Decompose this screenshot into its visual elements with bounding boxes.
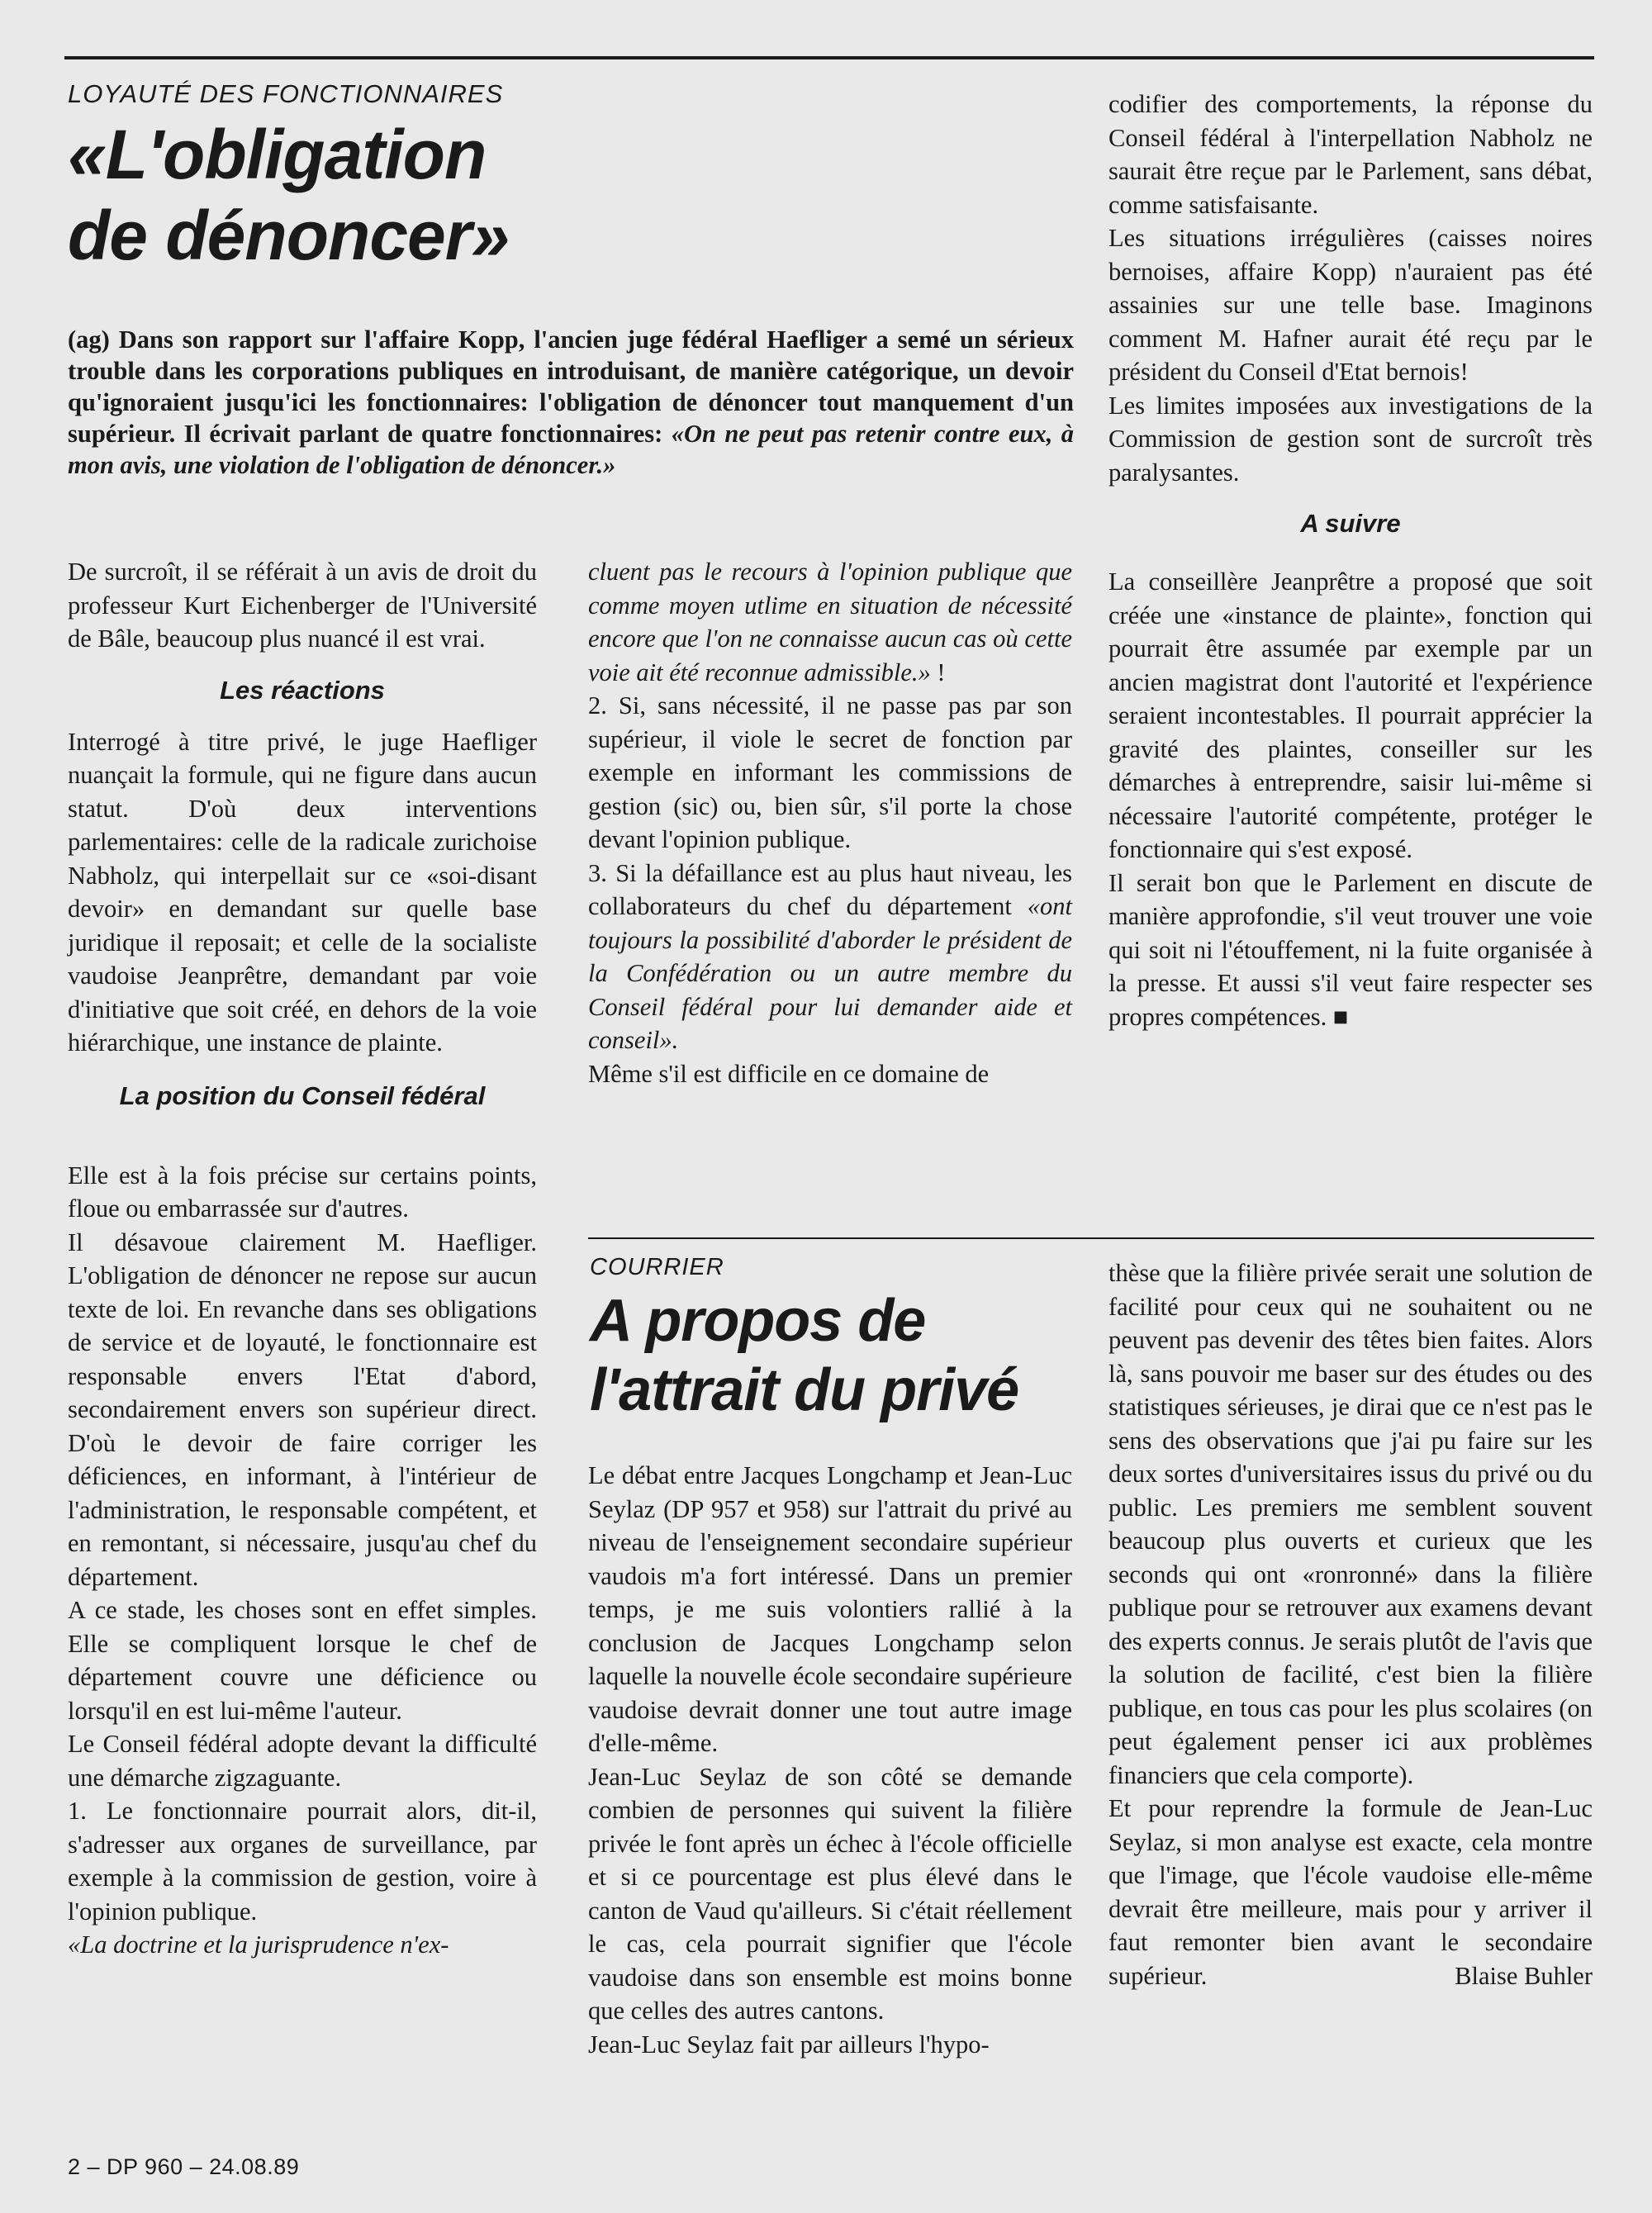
a2c2-p1: Le débat entre Jacques Longchamp et Jean-Luc Seylaz (DP 957 et 958) sur l'attrait du privé au niveau de l'enseignement secondaire supérieur vaudois m'a fort intéressé. Dans un premier temps, je me suis volontiers rallié à la conclusion de Jacques Longchamp selon laquelle la nouvelle école secondaire supérieure vaudoise devrait donner une tout autre image d'elle-même. [588,1461,1072,1757]
a1c2-p1 [588,555,1072,689]
subhead-a-suivre: A suivre [1300,509,1401,538]
a1c3-p2: Les situations irrégulières (caisses noires bernoises, affaire Kopp) n'auraient pas été assainies sur une telle base. Imaginons comment M. Hafner aurait été reçu par le président du Conseil d'Etat bernois! [1108,224,1593,386]
lead-prefix: (ag) Dans son rapport sur l'affaire Kopp, l'ancien juge fédéral Haefliger a semé un sérieux trouble dans les corporations publiques en introduisant, de manière catégorique, un devoir qu'ignoraient jusqu'ici les fonctionnaires: l'obligation de dénoncer tout manquement d'un supérieur. Il écrivait parlant de quatre fonctionnaires: [68,325,1074,448]
a1c2-p3-quote: «ont toujours la possibilité d'aborder le président de la Confédération ou un autre membre du Conseil fédéral pour lui demander aide et conseil». [588,892,1072,1054]
article1-column1 [68,555,537,1962]
article1-column3 [1108,88,1593,1033]
article1-header [68,79,1092,276]
a1c1-p4: Il désavoue clairement M. Haefliger. L'obligation de dénoncer ne repose sur aucun texte de loi. En revanche dans ses obligations de service et de loyauté, le fonctionnaire est responsable envers l'Etat d'abord, secondairement envers son supérieur direct. D'où le devoir de faire corriger les déficiences, en informant, à l'intérieur de l'administration, le responsable compétent, et en remontant, si nécessaire, jusqu'au chef du département. [68,1228,537,1591]
a1c1-p1: De surcroît, il se référait à un avis de droit du professeur Kurt Eichenberger de l'Université de Bâle, beaucoup plus nuancé il est vrai. [68,558,537,653]
article2-kicker: COURRIER [590,1254,724,1280]
a1c3-p3: Les limites imposées aux investigations de la Commission de gestion sont de surcroît très paralysantes. [1108,391,1593,487]
article-divider-rule [588,1237,1594,1239]
signature: Blaise Buhler [1455,1961,1593,1990]
a1c2-p2: 2. Si, sans nécessité, il ne passe pas par son supérieur, il viole le secret de fonction par exemple en informant les commissions de gestion (sic) ou, bien sûr, s'il porte la chose devant l'opinion publique. [588,691,1072,853]
top-rule [64,56,1594,59]
a1c3-p4: La conseillère Jeanprêtre a proposé que soit créée une «instance de plainte», fonction qui pourrait être assumée par exemple par un ancien magistrat dont l'autorité et l'expérience seraient incontestables. Il pourrait apprécier la gravité des plaintes, conseiller sur les démarches à entreprendre, saisir lui-même si nécessaire l'autorité compétente, protéger le fonctionnaire qui s'est exposé. [1108,567,1593,863]
a1c2-p1-tail: ! [930,658,946,686]
article1-headline [68,114,1092,276]
article1-headline-line1: «L'obligation [68,116,487,193]
article2-headline [590,1286,1085,1425]
a2c2-p3: Jean-Luc Seylaz fait par ailleurs l'hypo- [588,2030,990,2059]
a1c3-p5-text: Il serait bon que le Parlement en discute de manière approfondie, s'il veut trouver une voie qui soit ni l'étouffement, ni la fuite organisée à la presse. Et aussi s'il veut faire respecter ses propres compétences. [1108,868,1593,1031]
a1c3-p1: codifier des comportements, la réponse du Conseil fédéral à l'interpellation Nabholz ne saurait être reçue par le Parlement, sans débat, comme satisfaisante. [1108,90,1593,219]
a1c2-p3-prefix: 3. Si la défaillance est au plus haut niveau, les collaborateurs du chef du département [588,858,1072,920]
article1-lead [68,324,1074,481]
subhead-reactions: Les réactions [220,675,385,705]
a1c1-p8-quote: «La doctrine et la jurisprudence n'ex- [68,1930,449,1959]
a2c3-p1: thèse que la filière privée serait une solution de facilité pour ceux qui ne souhaitent ou ne peuvent pas devenir des têtes bien faites. Alors là, sans pouvoir me baser sur des études ou des statistiques sérieuses, je dirai que ce n'est pas le sens des observations que j'ai pu faire sur les deux sortes d'universitaires issus du privé ou du public. Les premiers me semblent souvent beaucoup plus ouverts et curieux que les seconds qui ont «ronronné» dans la filière publique pour se retrouver aux examens devant des experts connus. Je serais plutôt de l'avis que la solution de facilité, c'est bien la filière publique, en tous cas pour les plus scolaires (on peut également penser ici aux problèmes financiers que cela comporte). [1108,1259,1593,1789]
end-mark: ■ [1332,1002,1349,1031]
a1c1-p2: Interrogé à titre privé, le juge Haefliger nuançait la formule, qui ne figure dans aucun statut. D'où deux interventions parlementaires: celle de la radicale zurichoise Nabholz, qui interpellait sur ce «soi-disant devoir» en demandant sur quelle base juridique il reposait; et celle de la socialiste vaudoise Jeanprêtre, demandant par voie d'initiative que soit créé, en dehors de la voie hiérarchique, une instance de plainte. [68,727,537,1057]
article2-header [590,1254,1085,1425]
article1-headline-line2: de dénoncer» [68,197,510,274]
a2c3-p2-text: Et pour reprendre la formule de Jean-Luc Seylaz, si mon analyse est exacte, cela montre que l'image, que l'école vaudoise elle-même devrait être meilleure, mais pour y arriver il faut remonter bien avant le secondaire supérieur. [1108,1794,1593,1990]
article1-kicker: LOYAUTÉ DES FONCTIONNAIRES [68,79,504,108]
article2-headline-line2: l'attrait du privé [590,1357,1019,1423]
a1c1-p3: Elle est à la fois précise sur certains points, floue ou embarrassée sur d'autres. [68,1161,537,1223]
a1c1-p6: Le Conseil fédéral adopte devant la difficulté une démarche zigzaguante. [68,1730,537,1792]
a2c2-p2: Jean-Luc Seylaz de son côté se demande combien de personnes qui suivent la filière privée le font après un échec à l'école officielle et si ce pourcentage est plus élevé dans le canton de Vaud qu'ailleurs. Si c'était réellement le cas, cela pourrait signifier que l'école vaudoise dans son ensemble est moins bonne que celles des autres cantons. [588,1762,1072,2025]
article1-column2 [588,555,1072,1090]
a1c3-p5 [1108,867,1593,1034]
a1c2-p1-quote: cluent pas le recours à l'opinion publique que comme moyen utlime en situation de nécessité encore que l'on ne connaisse aucun cas où cette voie ait été reconnue admissible.» [588,558,1072,686]
a1c1-p7: 1. Le fonctionnaire pourrait alors, dit-il, s'adresser aux organes de surveillance, par exemple à la commission de gestion, voire à l'opinion publique. [68,1797,537,1926]
article2-column2 [588,1459,1072,2061]
article1-lead-text [68,324,1074,481]
subhead-conseil-federal: La position du Conseil fédéral [119,1080,486,1110]
a1c2-p3 [588,857,1072,1057]
article2-column3 [1108,1256,1593,1992]
a1c2-p4: Même s'il est difficile en ce domaine de [588,1059,990,1088]
lead-quote: «On ne peut pas retenir contre eux, à mon avis, une violation de l'obligation de dénoncer.» [68,420,1075,479]
page-folio: 2 – DP 960 – 24.08.89 [68,2154,300,2179]
a2c3-p2 [1108,1792,1593,1992]
a1c1-p5: A ce stade, les choses sont en effet simples. Elle se compliquent lorsque le chef de département couvre une déficience ou lorsqu'il en est lui-même l'auteur. [68,1596,537,1725]
a1c1-p8 [68,1928,537,1962]
article2-headline-line1: A propos de [590,1288,926,1354]
